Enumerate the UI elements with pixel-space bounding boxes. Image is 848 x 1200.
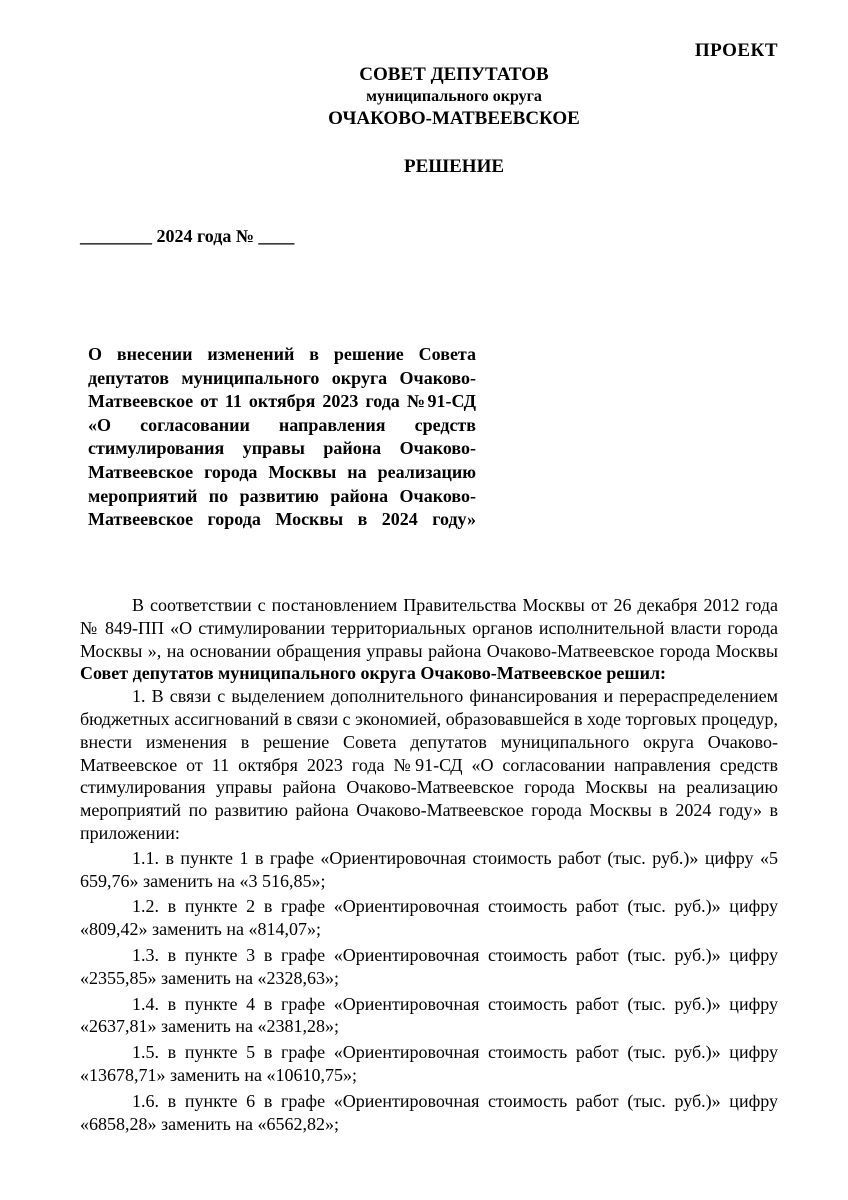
amendment-item: 1.5. в пункте 5 в графе «Ориентировочная стоимость работ (тыс. руб.)» цифру «13678,71» заменить на «10610,75»; bbox=[80, 1042, 778, 1085]
decision-subject-text: О внесении изменений в решение Совета депутатов муниципального округа Очаково-Матвеевское от 11 октября 2023 года №91-СД «О согласовании направления средств стимулирования управы района Очаково-Матвеевское города Москвы на реализацию мероприятий по развитию района Очаково-Матвеевское города Москвы в 2024 году» bbox=[88, 344, 476, 530]
decision-subject bbox=[88, 343, 476, 532]
preamble-paragraph bbox=[80, 594, 778, 685]
amendment-item: 1.2. в пункте 2 в графе «Ориентировочная стоимость работ (тыс. руб.)» цифру «809,42» заменить на «814,07»; bbox=[80, 896, 778, 940]
decision-body bbox=[80, 594, 778, 1135]
header-municipal: муниципального округа bbox=[366, 88, 542, 105]
amendment-item: 1.6. в пункте 6 в графе «Ориентировочная стоимость работ (тыс. руб.)» цифру «6858,28» заменить на «6562,82»; bbox=[80, 1090, 778, 1134]
decision-title: РЕШЕНИЕ bbox=[403, 156, 505, 177]
amendment-item: 1.4. в пункте 4 в графе «Ориентировочная стоимость работ (тыс. руб.)» цифру «2637,81» заменить на «2381,28»; bbox=[80, 993, 778, 1037]
date-number-line: ________ 2024 года № ____ bbox=[80, 226, 295, 246]
preamble-text: В соответствии с постановлением Правительства Москвы от 26 декабря 2012 года № 849-ПП «О стимулировании территориальных органов исполнительной власти города Москвы », на основании обращения управы района Очаково-Матвеевское города Москвы bbox=[80, 595, 778, 661]
amendment-item: 1.3. в пункте 3 в графе «Ориентировочная стоимость работ (тыс. руб.)» цифру «2355,85» заменить на «2328,63»; bbox=[80, 944, 778, 988]
document-header bbox=[0, 63, 848, 130]
draft-mark: ПРОЕКТ bbox=[694, 40, 778, 61]
header-council: СОВЕТ ДЕПУТАТОВ bbox=[359, 64, 549, 85]
amendment-item: 1.1. в пункте 1 в графе «Ориентировочная стоимость работ (тыс. руб.)» цифру «5 659,76» заменить на «3 516,85»; bbox=[80, 847, 778, 891]
header-district: ОЧАКОВО-МАТВЕЕВСКОЕ bbox=[328, 108, 580, 129]
preamble-resolution: Совет депутатов муниципального округа Очаково-Матвеевское решил: bbox=[80, 663, 667, 684]
item-1-paragraph: 1. В связи с выделением дополнительного финансирования и перераспределением бюджетных ассигнований в связи с экономией, образовавшейся в ходе торговых процедур, внести изменения в решение Совета депутатов муниципального округа Очаково-Матвеевское от 11 октября 2023 года №91-СД «О согласовании направления средств стимулирования управы района Очаково-Матвеевское города Москвы на реализацию мероприятий по развитию района Очаково-Матвеевское города Москвы в 2024 году» в приложении: bbox=[80, 686, 778, 843]
